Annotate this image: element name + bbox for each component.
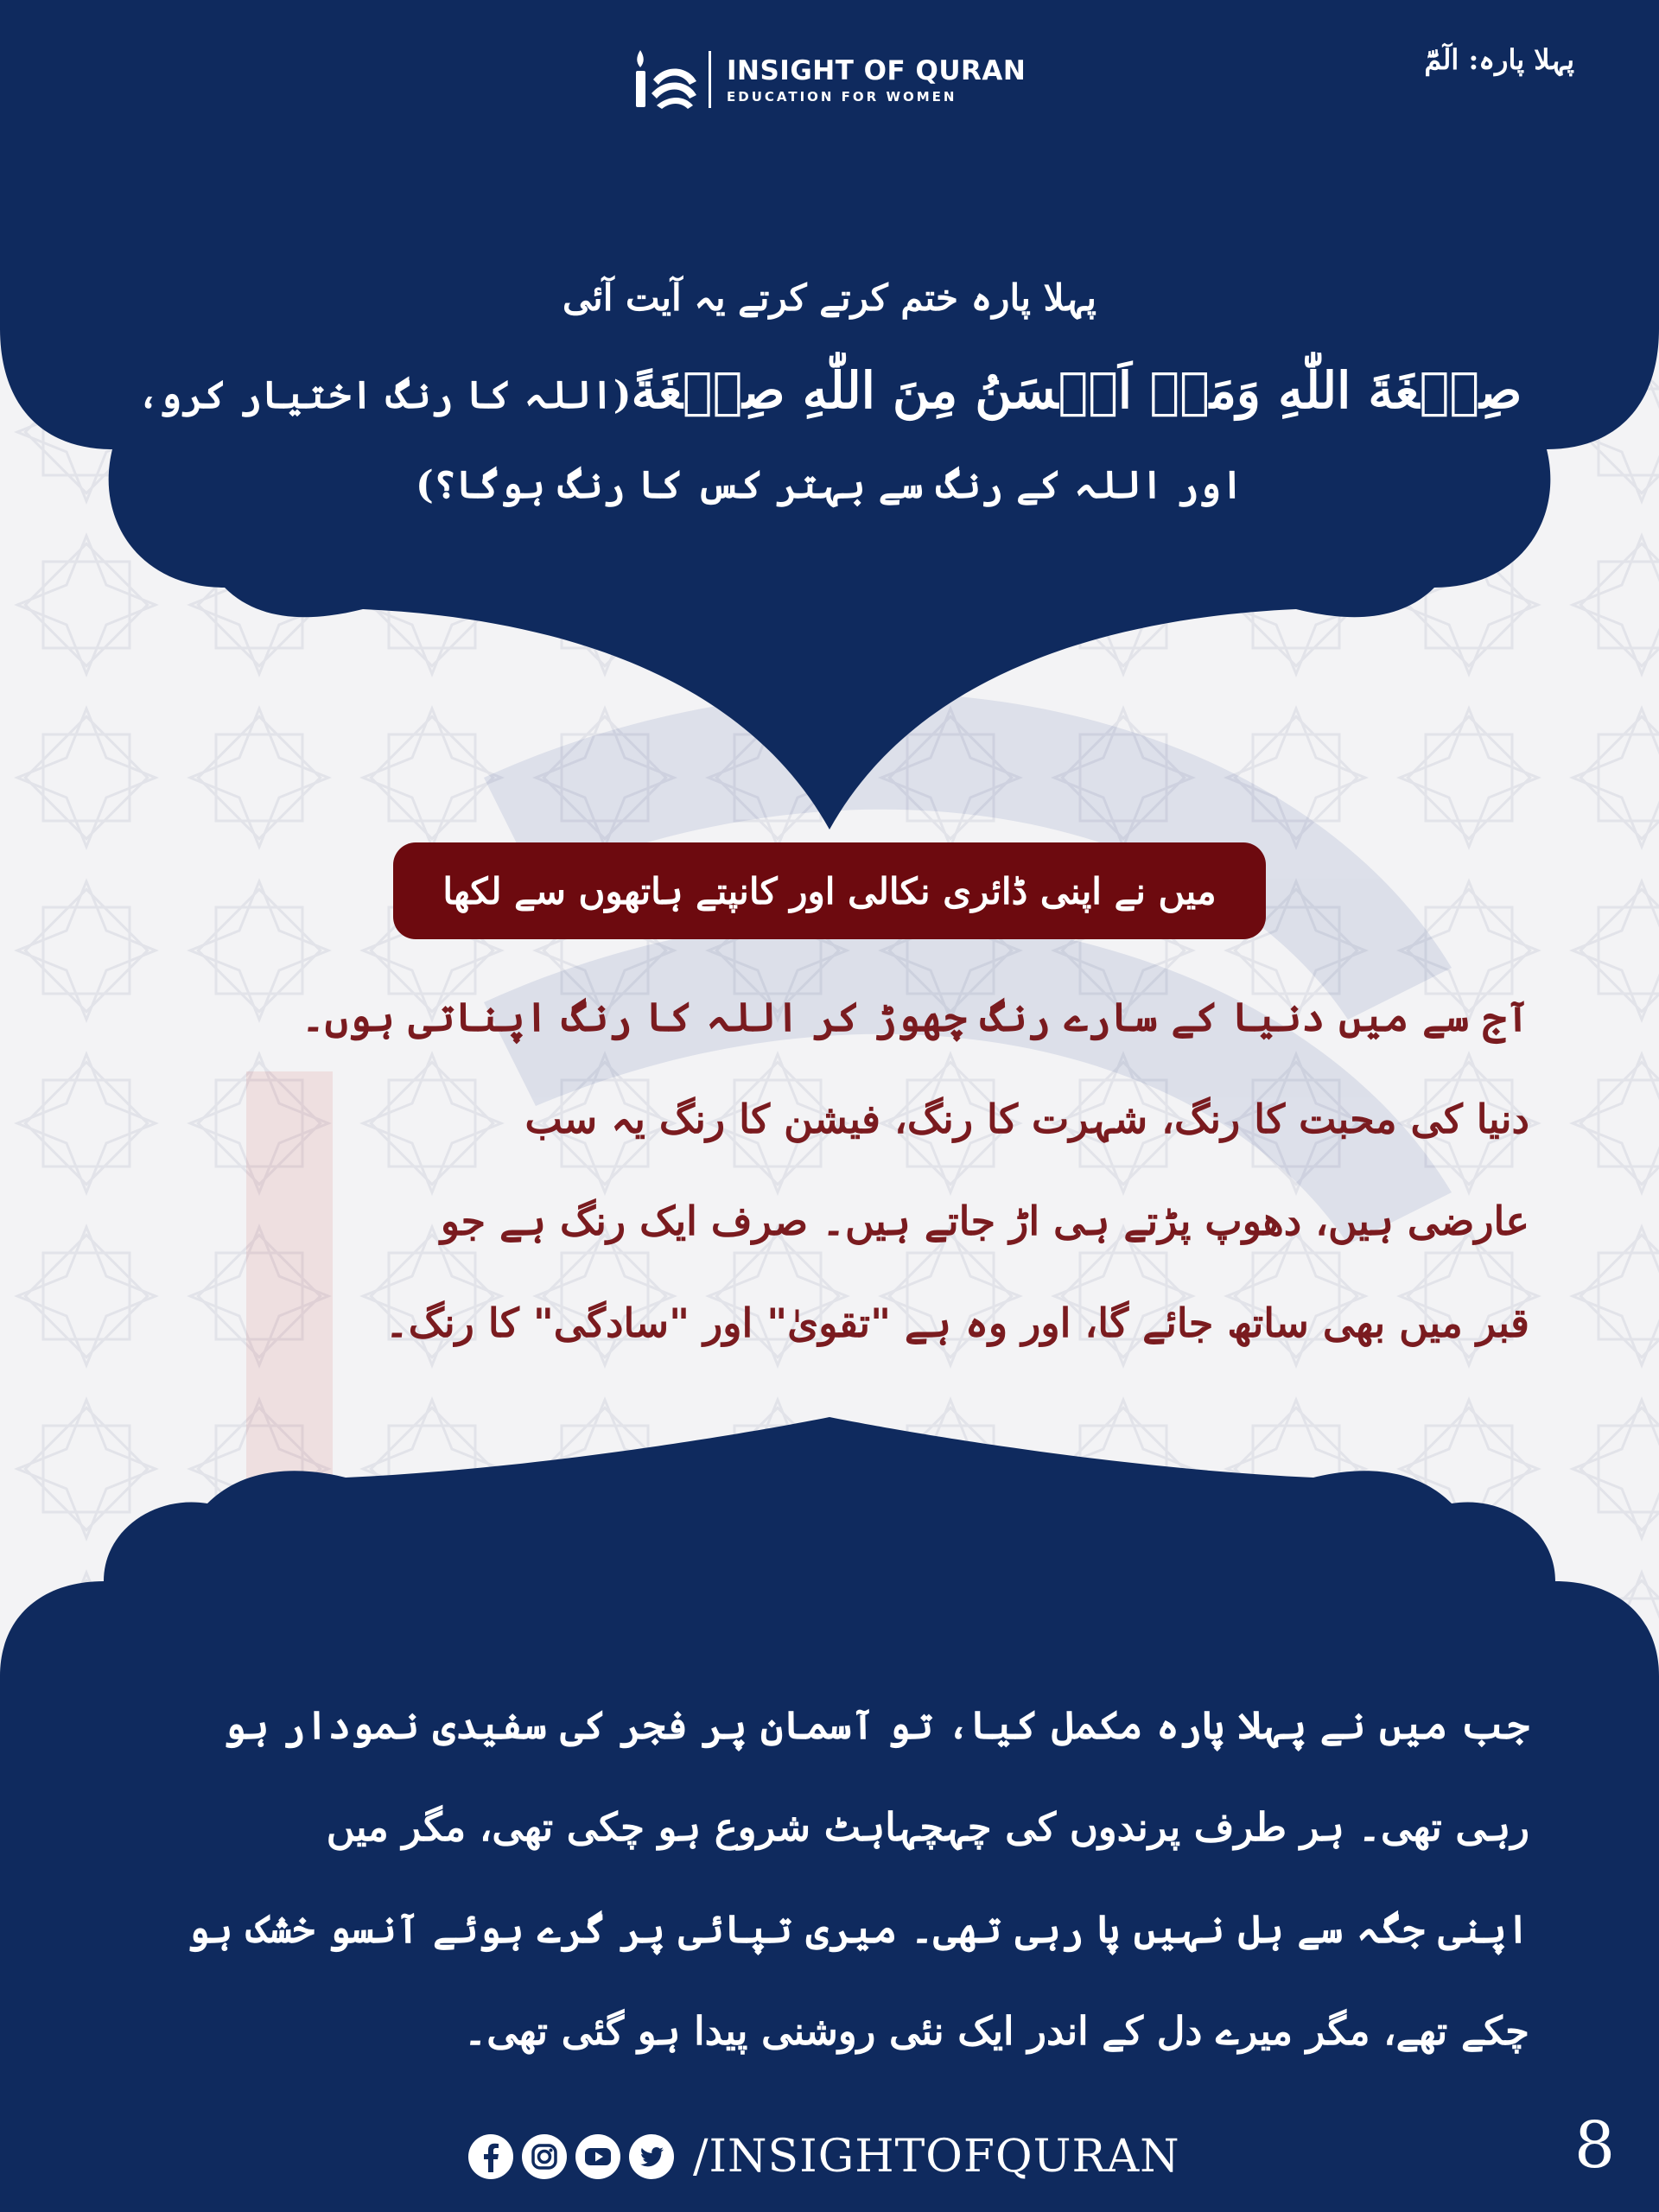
page-number: 8	[1574, 2108, 1616, 2183]
dawn-line: جب میں نے پہلا پارہ مکمل کیا، تو آسمان پر فجر کی سفیدی نمودار ہو	[223, 1702, 1529, 1748]
diary-line: قبر میں بھی ساتھ جائے گا، اور وہ ہے "تقویٰ" اور "سادگی" کا رنگ۔	[385, 1300, 1529, 1346]
diary-text	[130, 966, 1529, 1374]
social-handle[interactable]: /INSIGHTOFQURAN	[693, 2131, 1180, 2183]
social-footer	[467, 2126, 1180, 2188]
diary-line: دنیا کی محبت کا رنگ، شہرت کا رنگ، فیشن کا رنگ یہ سب	[524, 1096, 1529, 1142]
brand-logo[interactable]	[631, 45, 1028, 114]
dawn-line: چکے تھے، مگر میرے دل کے اندر ایک نئی روشنی پیدا ہو گئی تھی۔	[463, 2008, 1529, 2054]
brand-title: INSIGHT OF QURAN	[727, 55, 1027, 86]
brand-subtitle: EDUCATION FOR WOMEN	[727, 89, 957, 105]
diary-line: عارضی ہیں، دھوپ پڑتے ہی اڑ جاتے ہیں۔ صرف ایک رنگ ہے جو	[440, 1198, 1529, 1244]
dawn-line: اپنی جگہ سے ہل نہیں پا رہی تھی۔ میری تپائی پر گرے ہوئے آنسو خشک ہو	[187, 1906, 1529, 1952]
ayah-block	[130, 346, 1529, 531]
para-label: پہلا پارہ: الٓمّٓ	[1424, 43, 1574, 76]
twitter-icon[interactable]	[627, 2133, 676, 2181]
logo-divider	[709, 51, 711, 108]
dawn-line: رہی تھی۔ ہر طرف پرندوں کی چہچہاہٹ شروع ہو چکی تھی، مگر میں	[326, 1804, 1529, 1850]
ayah-translation: (اللہ کا رنگ اختیار کرو، اور اللہ کے رنگ سے بہتر کس کا رنگ ہوگا؟)	[137, 373, 1243, 507]
intro-section	[130, 268, 1529, 531]
instagram-icon[interactable]	[520, 2133, 569, 2181]
diary-line: آج سے میں دنیا کے سارے رنگ چھوڑ کر اللہ کا رنگ اپناتی ہوں۔	[301, 994, 1529, 1040]
ayah-arabic: صِبۡغَةَ اللّٰهِ وَمَنۡ اَحۡسَنُ مِنَ اللّٰهِ صِبۡغَةً	[631, 361, 1522, 420]
intro-heading: پہلا پارہ ختم کرتے کرتے یہ آیت آئی	[563, 276, 1096, 319]
brand-text	[727, 54, 1026, 105]
diary-banner: میں نے اپنی ڈائری نکالی اور کانپتے ہاتھوں سے لکھا	[393, 842, 1266, 939]
youtube-icon[interactable]	[574, 2133, 622, 2181]
dawn-text	[130, 1675, 1529, 2082]
insight-logo-icon	[631, 45, 700, 114]
facebook-icon[interactable]	[467, 2133, 515, 2181]
